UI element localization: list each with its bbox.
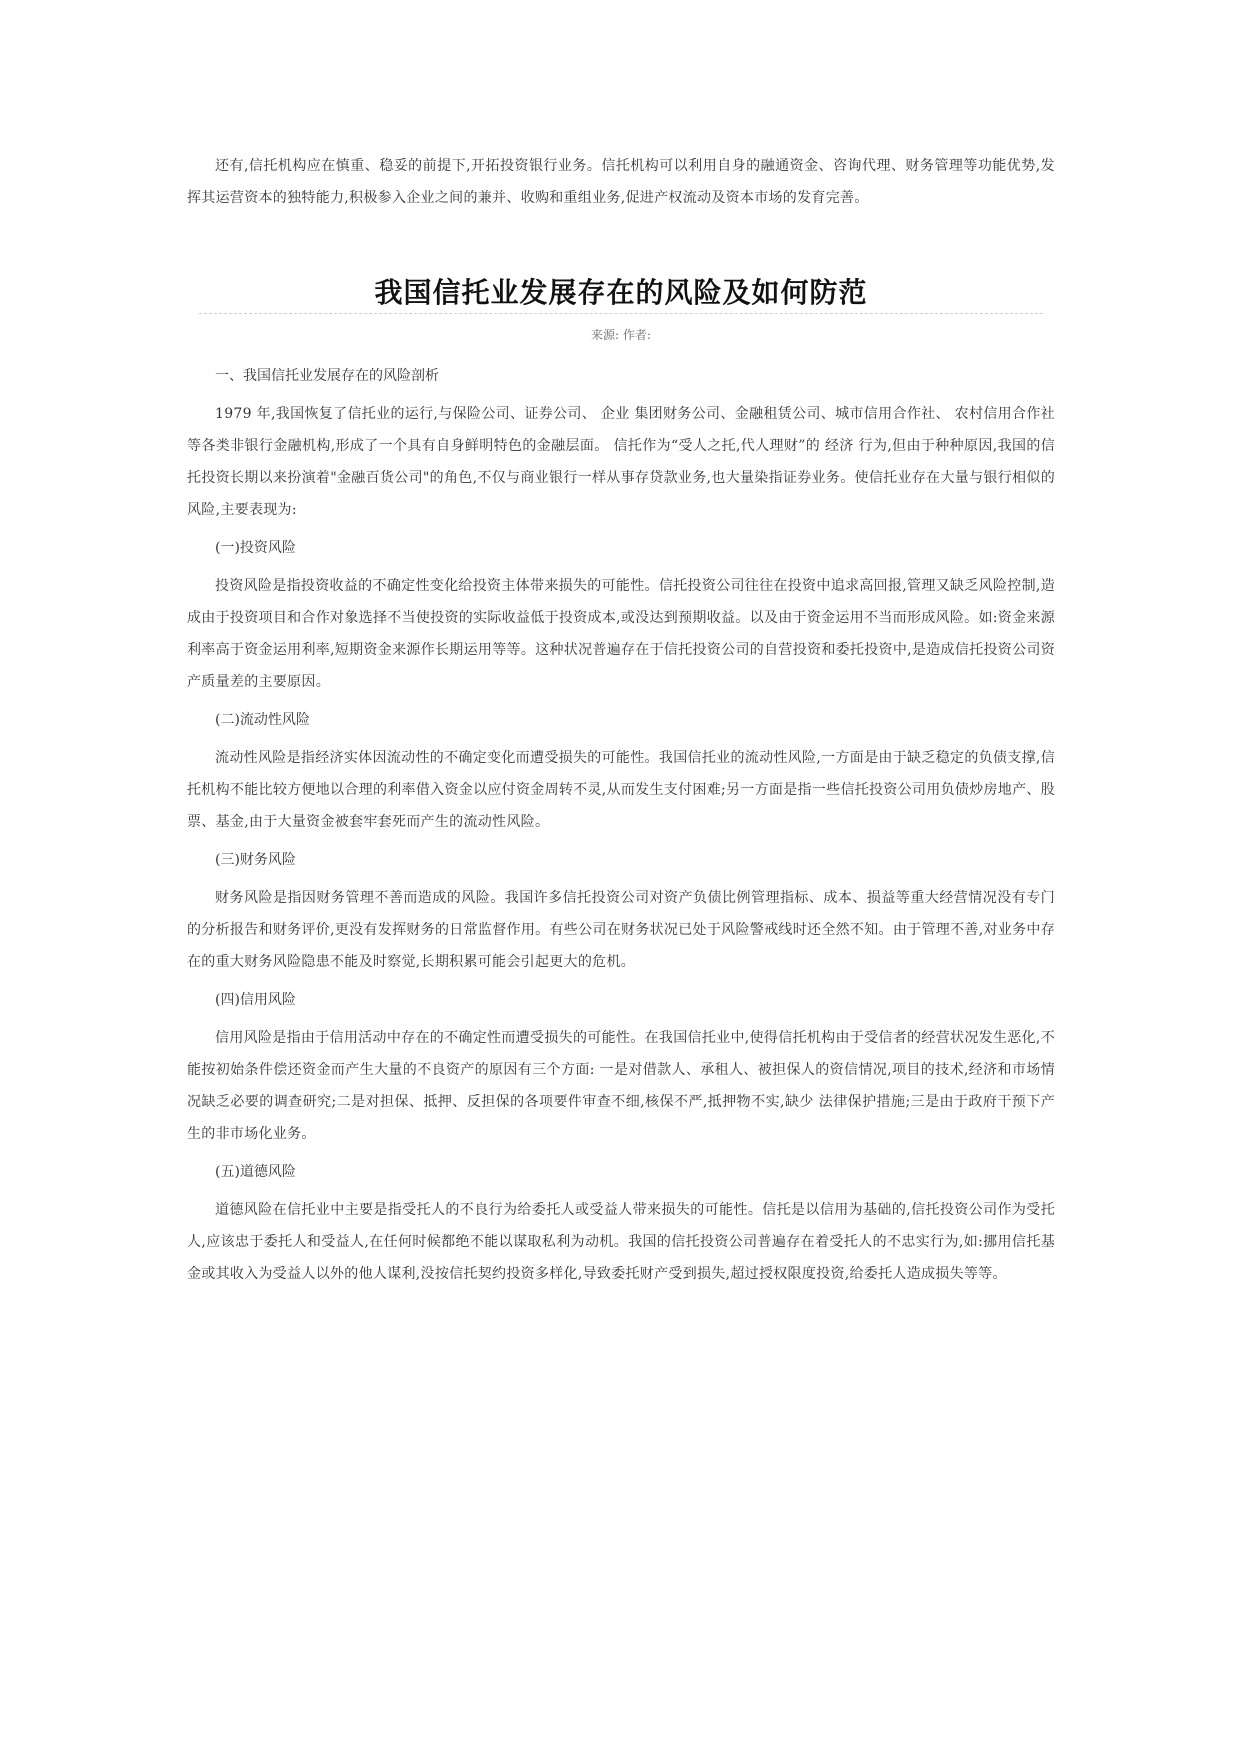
risk-heading-liquidity: (二)流动性风险	[215, 712, 310, 728]
risk-text-investment: 投资风险是指投资收益的不确定性变化给投资主体带来损失的可能性。信托投资公司往往在投资中追求高回报,管理又缺乏风险控制,造成由于投资项目和合作对象选择不当使投资的实际收益低于投资成本,或没达到预期收益。以及由于资金运用不当而形成风险。如:资金来源利率高于资金运用利率,短期资金来源作长期运用等等。这种状况普遍存在于信托投资公司的自营投资和委托投资中,是造成信托投资公司资产质量差的主要原因。	[187, 578, 1055, 690]
source-author-line: 来源: 作者:	[591, 328, 651, 342]
risk-text-moral: 道德风险在信托业中主要是指受托人的不良行为给委托人或受益人带来损失的可能性。信托是以信用为基础的,信托投资公司作为受托人,应该忠于委托人和受益人,在任何时候都绝不能以谋取私利为动机。我国的信托投资公司普遍存在着受托人的不忠实行为,如:挪用信托基金或其收入为受益人以外的他人谋利,没按信托契约投资多样化,导致委托财产受到损失,超过授权限度投资,给委托人造成损失等等。	[187, 1202, 1055, 1282]
risk-heading-credit: (四)信用风险	[215, 992, 296, 1008]
risk-heading-moral: (五)道德风险	[215, 1164, 296, 1180]
opening-paragraph: 1979 年,我国恢复了信托业的运行,与保险公司、证券公司、 企业 集团财务公司、金融租赁公司、城市信用合作社、 农村信用合作社等各类非银行金融机构,形成了一个具有自身鲜明特色的金融层面。 信托作为“受人之托,代人理财”的 经济 行为,但由于种种原因,我国的信托投资长期以来扮演着"金融百货公司"的角色,不仅与商业银行一样从事存贷款业务,也大量染指证券业务。使信托业存在大量与银行相似的风险,主要表现为:	[187, 406, 1055, 518]
article-body	[187, 360, 1055, 1290]
risk-text-credit: 信用风险是指由于信用活动中存在的不确定性而遭受损失的可能性。在我国信托业中,使得信托机构由于受信者的经营状况发生恶化,不能按初始条件偿还资金而产生大量的不良资产的原因有三个方面: 一是对借款人、承租人、被担保人的资信情况,项目的技术,经济和市场情况缺乏必要的调查研究;二是对担保、抵押、反担保的各项要件审查不细,核保不严,抵押物不实,缺少 法律保护措施;三是由于政府干预下产生的非市场化业务。	[187, 1030, 1055, 1142]
risk-heading-financial: (三)财务风险	[215, 852, 296, 868]
article-title: 我国信托业发展存在的风险及如何防范	[374, 275, 868, 309]
intro-paragraph: 还有,信托机构应在慎重、稳妥的前提下,开拓投资银行业务。信托机构可以利用自身的融通资金、咨询代理、财务管理等功能优势,发挥其运营资本的独特能力,积极参入企业之间的兼并、收购和重组业务,促进产权流动及资本市场的发育完善。	[187, 158, 1055, 206]
risk-text-financial: 财务风险是指因财务管理不善而造成的风险。我国许多信托投资公司对资产负债比例管理指标、成本、损益等重大经营情况没有专门的分析报告和财务评价,更没有发挥财务的日常监督作用。有些公司在财务状况已处于风险警戒线时还全然不知。由于管理不善,对业务中存在的重大财务风险隐患不能及时察觉,长期积累可能会引起更大的危机。	[187, 890, 1055, 970]
risk-heading-investment: (一)投资风险	[215, 540, 296, 556]
section-heading: 一、我国信托业发展存在的风险剖析	[215, 368, 439, 384]
title-divider	[199, 313, 1043, 314]
risk-text-liquidity: 流动性风险是指经济实体因流动性的不确定变化而遭受损失的可能性。我国信托业的流动性风险,一方面是由于缺乏稳定的负债支撑,信托机构不能比较方便地以合理的利率借入资金以应付资金周转不灵,从而发生支付困难;另一方面是指一些信托投资公司用负债炒房地产、股票、基金,由于大量资金被套牢套死而产生的流动性风险。	[187, 750, 1055, 830]
